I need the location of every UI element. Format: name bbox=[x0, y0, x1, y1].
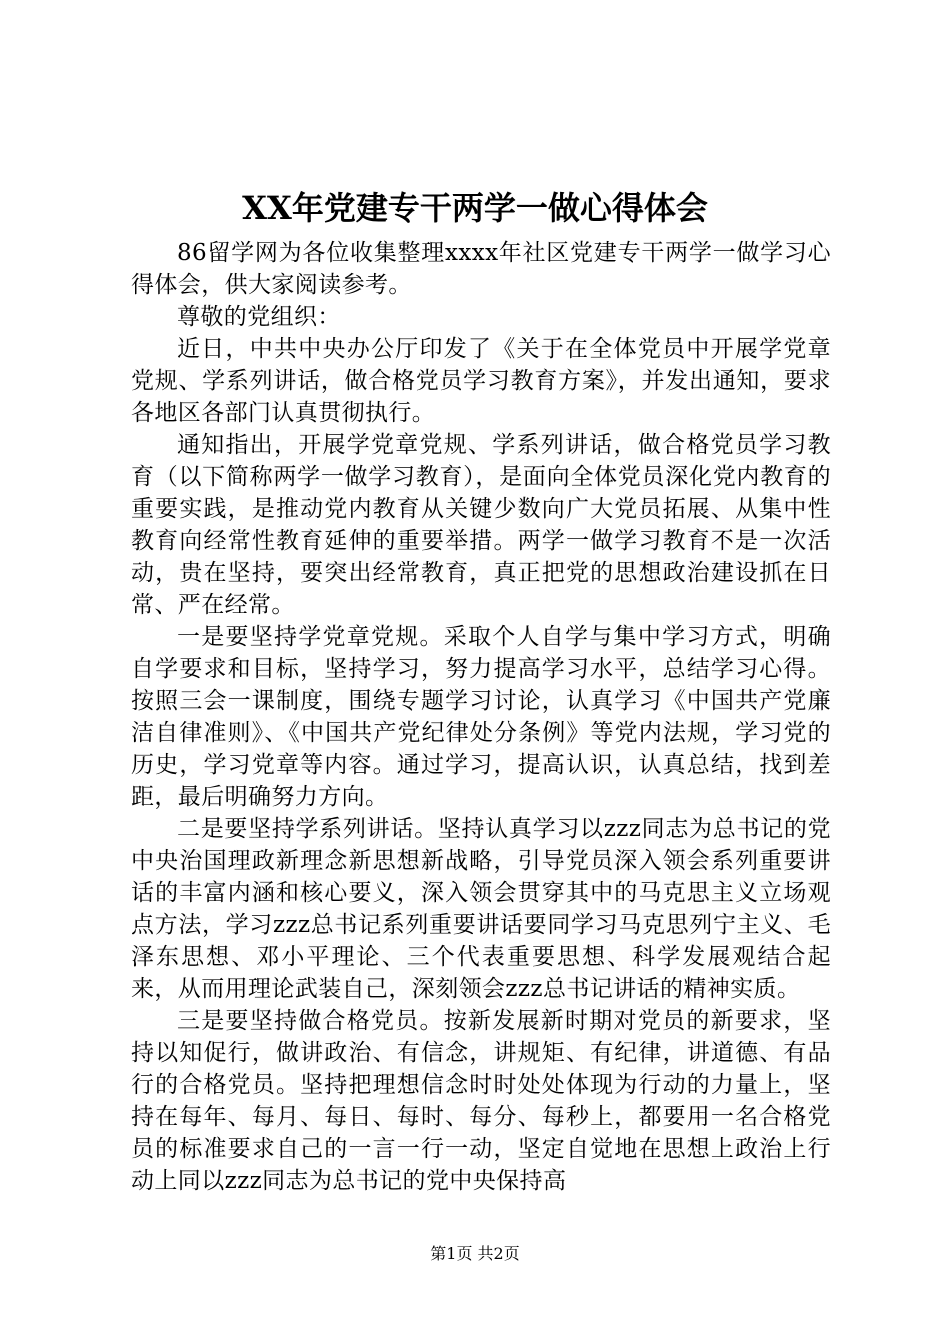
paragraph: 通知指出，开展学党章党规、学系列讲话，做合格党员学习教育（以下简称两学一做学习教育），是面向全体党员深化党内教育的重要实践，是推动党内教育从关键少数向广大党员拓展、从集中性教育向经常性教育延伸的重要举措。两学一做学习教育不是一次活动，贵在坚持，要突出经常教育，真正把党的思想政治建设抓在日常、严在经常。 bbox=[131, 432, 831, 618]
document-title: XX年党建专干两学一做心得体会 bbox=[242, 189, 708, 227]
paragraph-intro: 86留学网为各位收集整理xxxx年社区党建专干两学一做学习心得体会，供大家阅读参考。 bbox=[131, 240, 831, 298]
paragraph: 近日，中共中央办公厅印发了《关于在全体党员中开展学党章党规、学系列讲话，做合格党员学习教育方案》，并发出通知，要求各地区各部门认真贯彻执行。 bbox=[131, 336, 831, 426]
document-body bbox=[131, 237, 831, 1197]
paragraph-salutation: 尊敬的党组织： bbox=[177, 304, 341, 330]
paragraph: 一是要坚持学党章党规。采取个人自学与集中学习方式，明确自学要求和目标，坚持学习，努力提高学习水平，总结学习心得。按照三会一课制度，围绕专题学习讨论，认真学习《中国共产党廉洁自律准则》、《中国共产党纪律处分条例》等党内法规，学习党的历史，学习党章等内容。通过学习，提高认识，认真总结，找到差距，最后明确努力方向。 bbox=[131, 624, 831, 810]
paragraph: 三是要坚持做合格党员。按新发展新时期对党员的新要求，坚持以知促行，做讲政治、有信念，讲规矩、有纪律，讲道德、有品行的合格党员。坚持把理想信念时时处处体现为行动的力量上，坚持在每年、每月、每日、每时、每分、每秒上，都要用一名合格党员的标准要求自己的一言一行一动，坚定自觉地在思想上政治上行动上同以zzz同志为总书记的党中央保持高 bbox=[131, 1008, 831, 1194]
paragraph: 二是要坚持学系列讲话。坚持认真学习以zzz同志为总书记的党中央治国理政新理念新思想新战略，引导党员深入领会系列重要讲话的丰富内涵和核心要义，深入领会贯穿其中的马克思主义立场观点方法，学习zzz总书记系列重要讲话要同学习马克思列宁主义、毛泽东思想、邓小平理论、三个代表重要思想、科学发展观结合起来，从而用理论武装自己，深刻领会zzz总书记讲话的精神实质。 bbox=[131, 816, 831, 1002]
page-footer: 第1页 共2页 bbox=[430, 1244, 520, 1263]
